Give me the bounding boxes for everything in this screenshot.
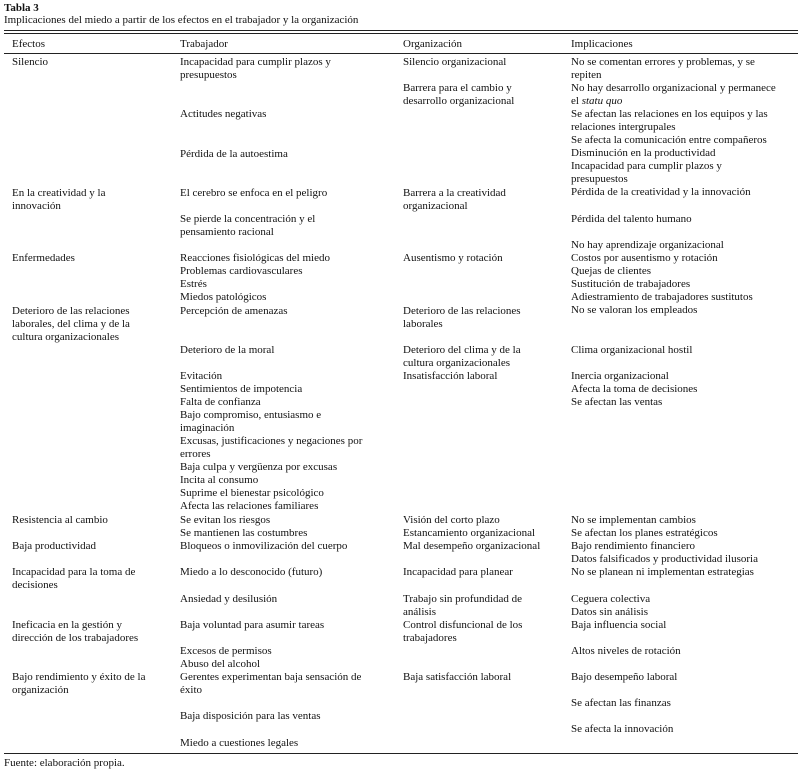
implicacion-cell: Clima organizacional hostil <box>571 344 693 356</box>
organizacion-cell: Ausentismo y rotación <box>403 252 503 264</box>
implicacion-cell: Pérdida del talento humano <box>571 213 692 225</box>
header-rule <box>4 53 798 54</box>
trabajador-cell: Baja voluntad para asumir tareas <box>180 619 325 631</box>
table-caption: Implicaciones del miedo a partir de los efectos en el trabajador y la organización <box>4 14 359 26</box>
top-rule <box>4 30 798 31</box>
implicacion-cell: No hay aprendizaje organizacional Costos por ausentismo y rotación Quejas de clientes Sustitución de trabajadores Adiestramiento de trabajadores sustitutos No se valoran los empleados <box>571 239 753 316</box>
implicacion-cell: Ceguera colectiva Datos sin análisis Baja influencia social <box>571 593 667 631</box>
trabajador-cell: Deterioro de la moral <box>180 344 275 356</box>
efecto-cell: Enfermedades <box>12 252 75 264</box>
trabajador-cell: Ansiedad y desilusión <box>180 593 278 605</box>
efecto-cell: Incapacidad para la toma de decisiones <box>12 566 136 591</box>
implicacion-cell: Se afecta la innovación <box>571 723 674 735</box>
trabajador-cell: El cerebro se enfoca en el peligro <box>180 187 328 199</box>
trabajador-cell: Percepción de amenazas <box>180 305 288 317</box>
organizacion-cell: Incapacidad para planear <box>403 566 513 578</box>
organizacion-cell: Control disfuncional de los trabajadores <box>403 619 523 644</box>
trabajador-cell: Miedo a lo desconocido (futuro) <box>180 566 323 578</box>
organizacion-cell: Visión del corto plazo Estancamiento organizacional Mal desempeño organizacional <box>403 514 541 552</box>
trabajador-cell: Excesos de permisos Abuso del alcohol Gerentes experimentan baja sensación de éxito <box>180 645 362 696</box>
trabajador-cell: Se evitan los riesgos Se mantienen las costumbres <box>180 514 308 539</box>
implicacion-cell: Altos niveles de rotación <box>571 645 681 657</box>
table-source: Fuente: elaboración propia. <box>4 757 125 769</box>
trabajador-cell: Evitación Sentimientos de impotencia Falta de confianza Bajo compromiso, entusiasmo e imaginación Excusas, justificaciones y negaciones por errores Baja culpa y vergüenza por excusas Incita al consumo Suprime el bienestar psicológico Afecta las relaciones familiares <box>180 370 363 512</box>
efecto-cell: Resistencia al cambio <box>12 514 108 526</box>
trabajador-cell: Bloqueos o inmovilización del cuerpo <box>180 540 348 552</box>
implicacion-italic-text: statu quo <box>581 95 623 107</box>
header-trabajador: Trabajador <box>180 38 228 50</box>
trabajador-cell: Miedo a cuestiones legales <box>180 737 299 749</box>
header-efectos: Efectos <box>12 38 45 50</box>
organizacion-cell: Deterioro del clima y de la cultura organizacionales Insatisfacción laboral <box>403 344 521 382</box>
trabajador-cell: Incapacidad para cumplir plazos y presupuestos <box>180 56 331 81</box>
organizacion-cell: Trabajo sin profundidad de análisis <box>403 593 523 618</box>
efecto-cell: Ineficacia en la gestión y dirección de los trabajadores <box>12 619 139 644</box>
implicacion-cell: Se afectan las finanzas <box>571 697 671 709</box>
trabajador-cell: Baja disposición para las ventas <box>180 710 321 722</box>
implicacion-text: No hay desarrollo organizacional y permanece el <box>571 82 776 107</box>
trabajador-cell: Actitudes negativas <box>180 108 267 120</box>
implicacion-cell: Inercia organizacional Afecta la toma de decisiones Se afectan las ventas <box>571 370 698 408</box>
header-implicaciones: Implicaciones <box>571 38 633 50</box>
implicacion-cell: Bajo desempeño laboral <box>571 671 678 683</box>
efecto-cell: Silencio <box>12 56 49 68</box>
efecto-cell: Deterioro de las relaciones laborales, del clima y de la cultura organizacionales <box>12 305 130 343</box>
organizacion-cell: Baja satisfacción laboral <box>403 671 512 683</box>
top-rule-double <box>4 33 798 34</box>
organizacion-cell: Deterioro de las relaciones laborales <box>403 305 521 330</box>
implicacion-cell: No se comentan errores y problemas, y se repiten <box>571 56 755 81</box>
trabajador-cell: Reacciones fisiológicas del miedo Problemas cardiovasculares Estrés Miedos patológicos <box>180 252 330 303</box>
organizacion-cell: Silencio organizacional <box>403 56 507 68</box>
table-title: Tabla 3 <box>4 2 39 14</box>
header-organizacion: Organización <box>403 38 463 50</box>
implicacion-cell: No se implementan cambios Se afectan los planes estratégicos Bajo rendimiento financiero Datos falsificados y productividad ilusoria No se planean ni implementan estrategias <box>571 514 758 578</box>
trabajador-cell: Se pierde la concentración y el pensamiento racional <box>180 213 316 238</box>
implicacion-cell: Se afectan las relaciones en los equipos y las relaciones intergrupales Se afecta la comunicación entre compañeros Disminución en la productividad Incapacidad para cumplir plazos y presupuestos Pérdida de la creatividad y la innovación <box>571 108 768 198</box>
efecto-cell: Bajo rendimiento y éxito de la organización <box>12 671 146 696</box>
trabajador-cell: Pérdida de la autoestima <box>180 148 288 160</box>
organizacion-cell: Barrera para el cambio y desarrollo organizacional <box>403 82 515 107</box>
efecto-cell: En la creatividad y la innovación <box>12 187 106 212</box>
efecto-cell: Baja productividad <box>12 540 97 552</box>
bottom-rule <box>4 753 798 754</box>
organizacion-cell: Barrera a la creatividad organizacional <box>403 187 506 212</box>
implicacion-cell <box>571 82 776 108</box>
